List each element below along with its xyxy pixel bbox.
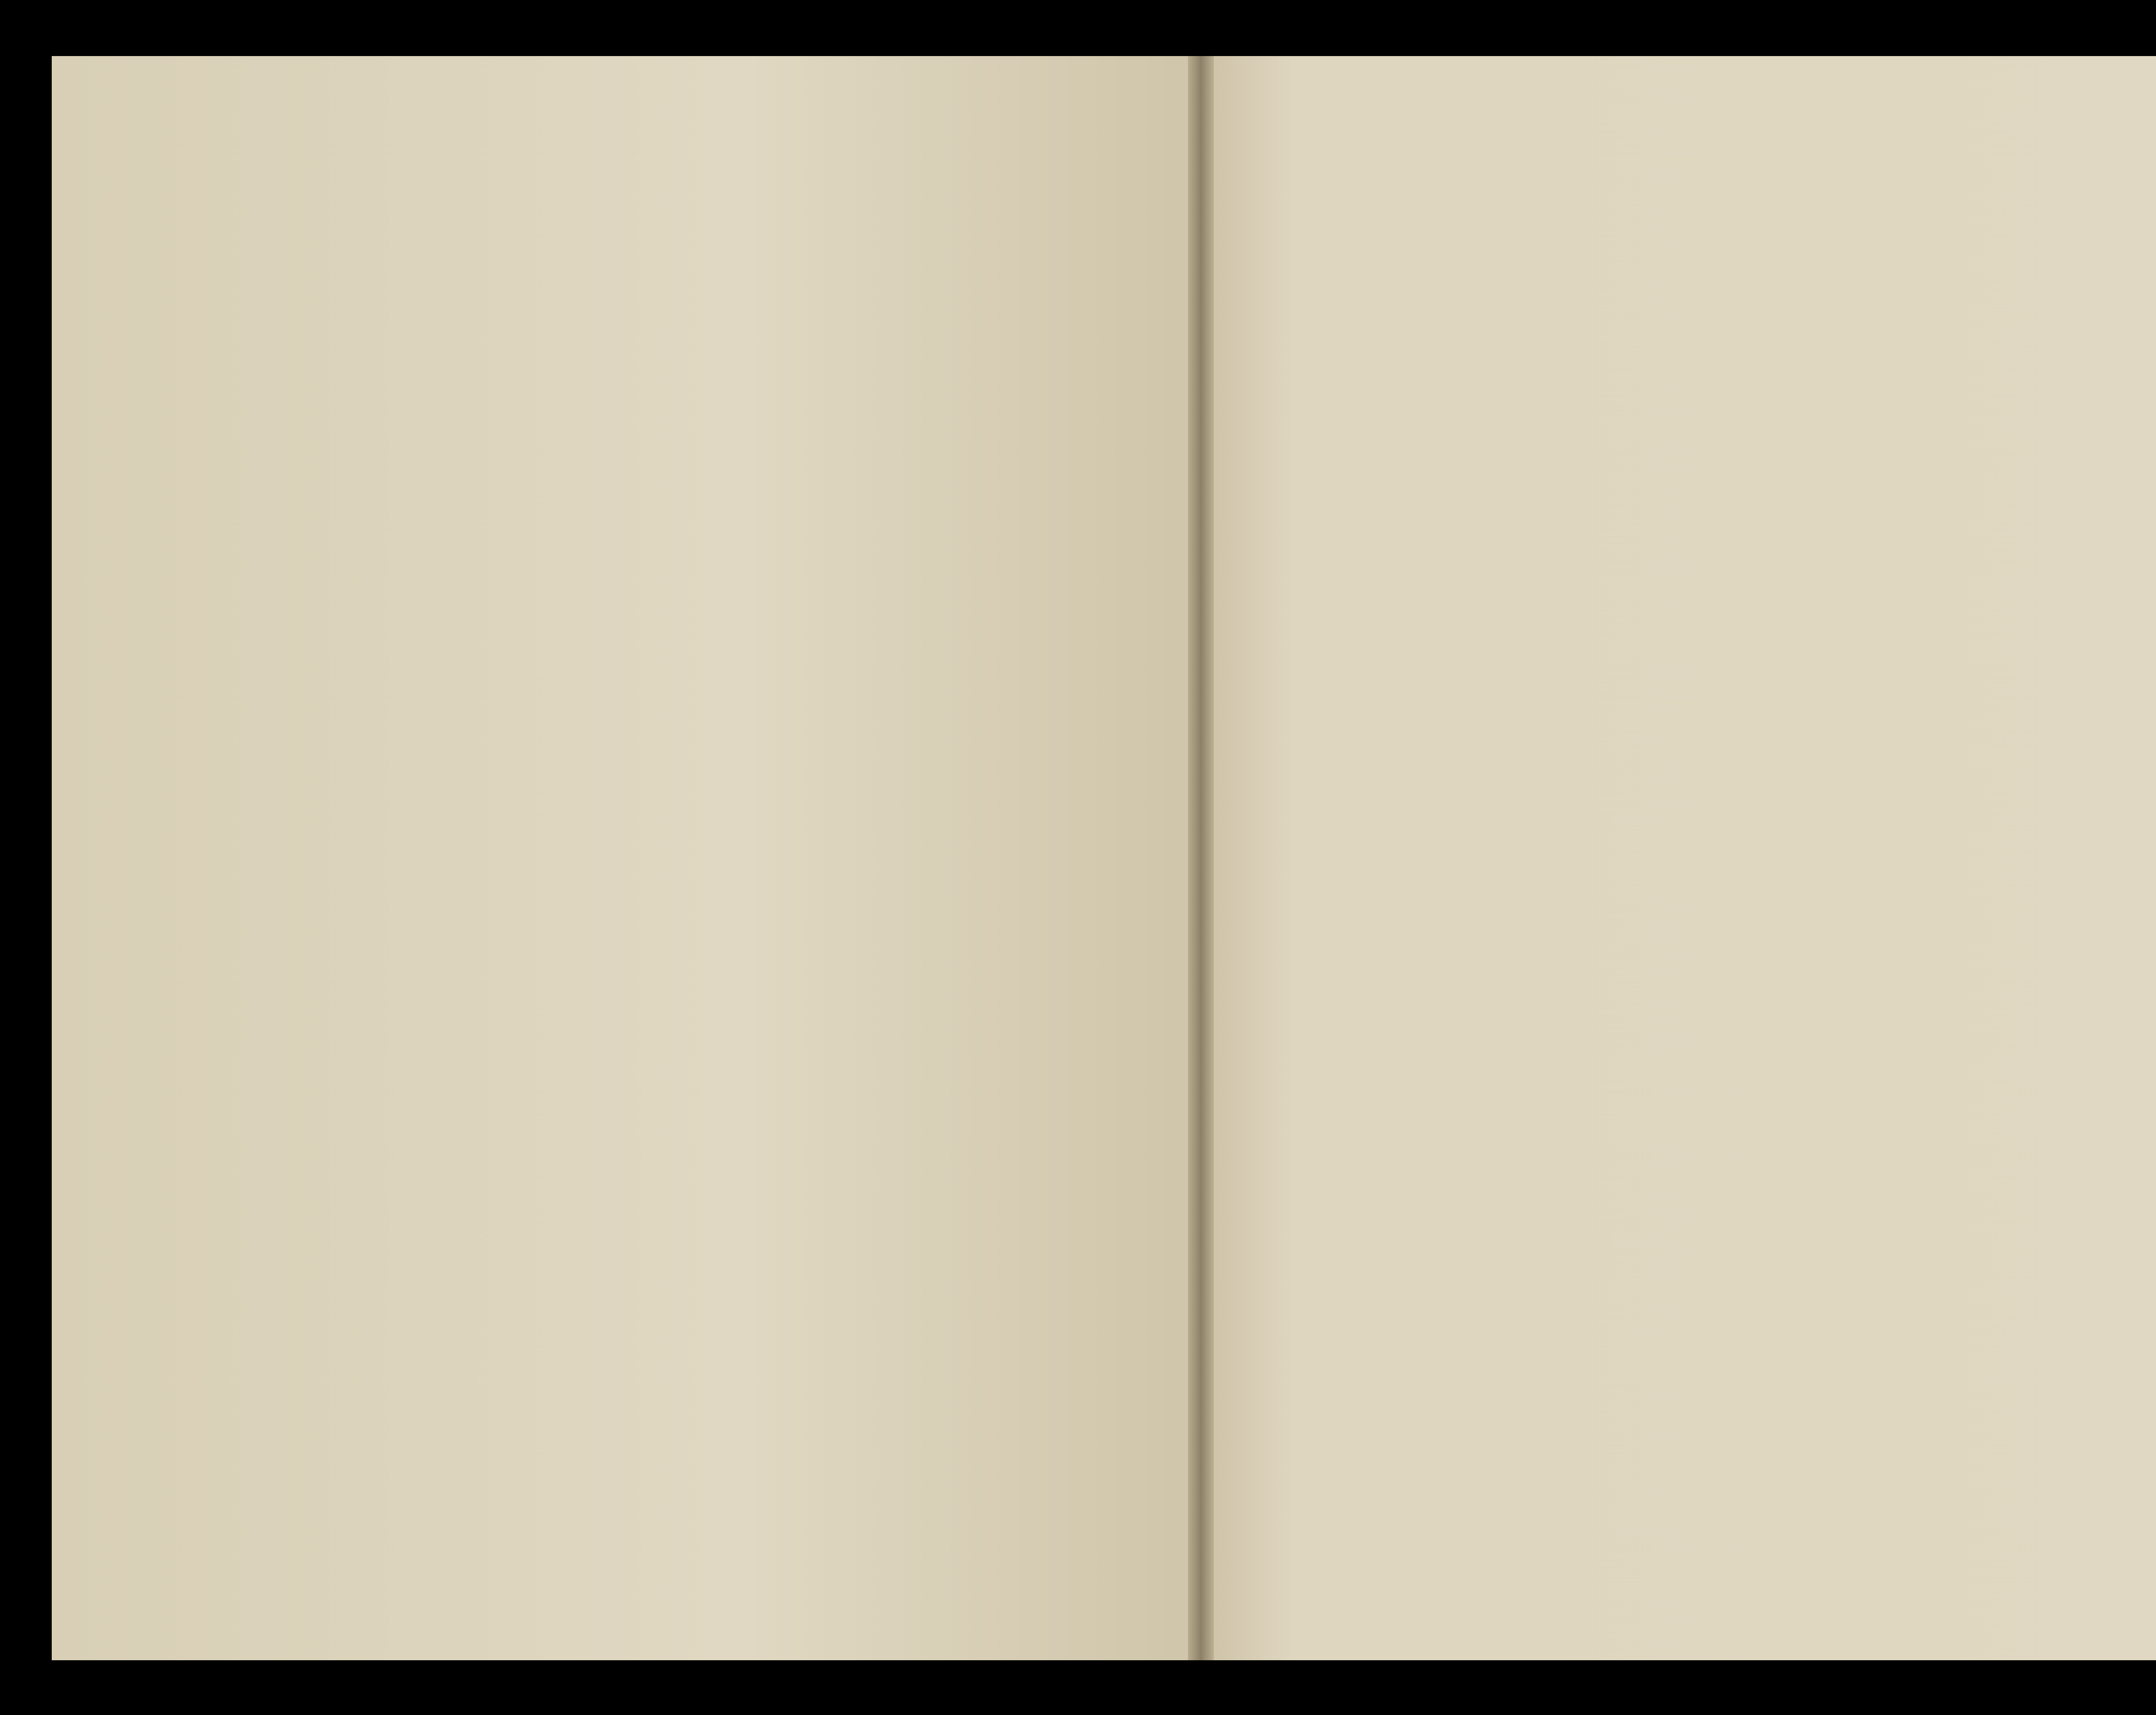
left-page: [52, 56, 1203, 1660]
right-page: [1203, 56, 2156, 1660]
book-gutter: [1188, 56, 1214, 1660]
